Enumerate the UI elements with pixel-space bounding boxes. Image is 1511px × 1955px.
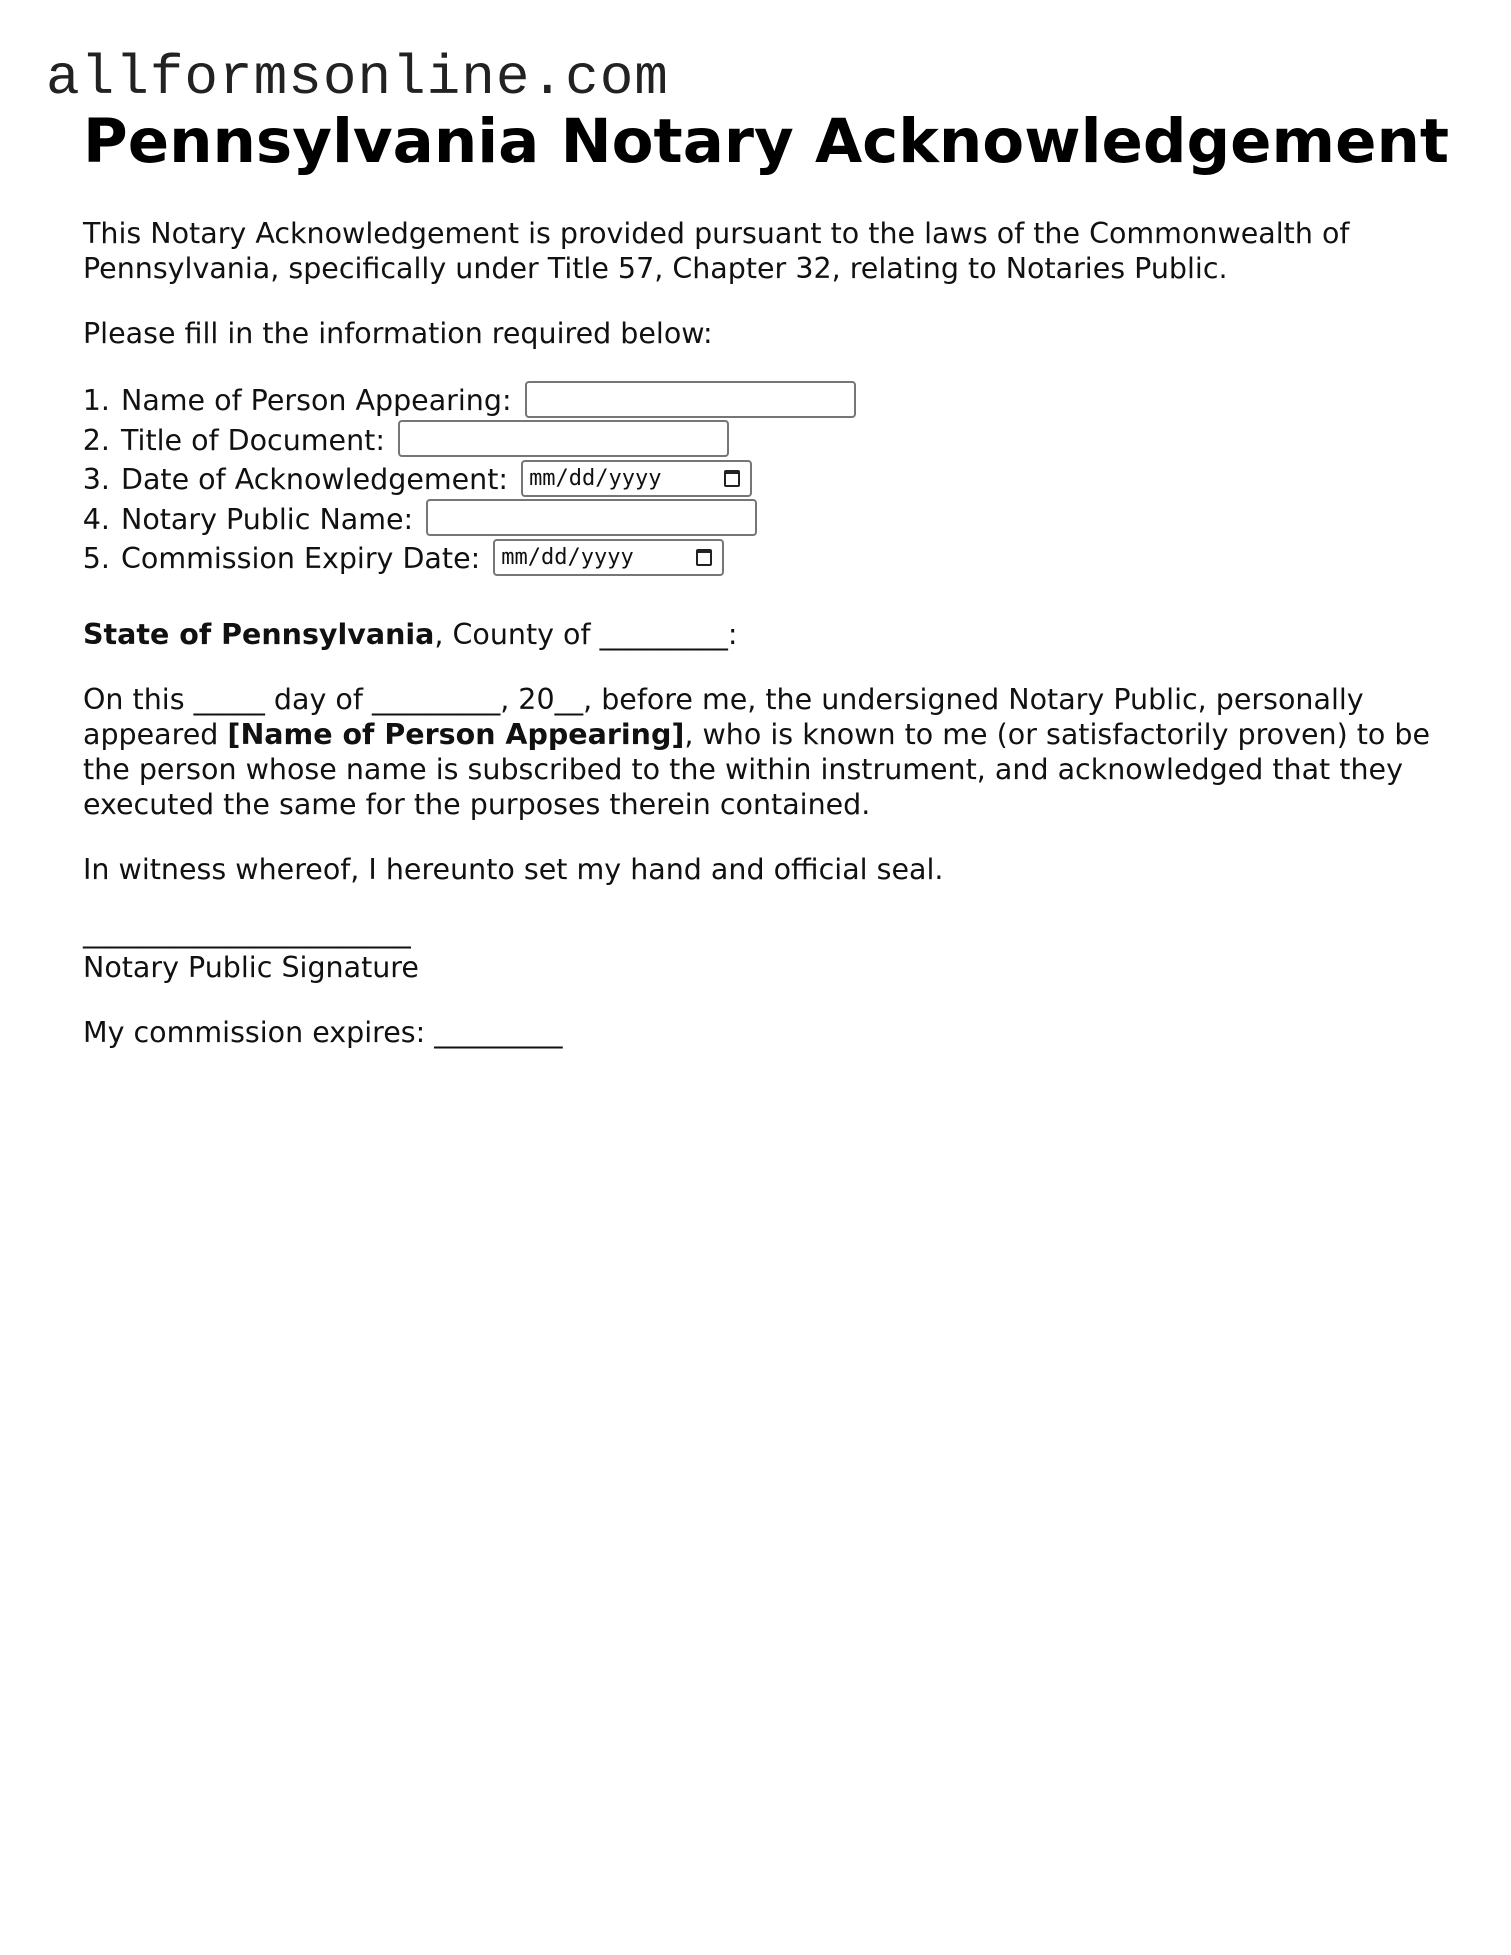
calendar-icon[interactable] <box>724 470 740 487</box>
witness-statement: In witness whereof, I hereunto set my hand and official seal. <box>83 852 944 886</box>
date-placeholder: mm/dd/yyyy <box>529 465 662 491</box>
person-name-placeholder: [Name of Person Appearing] <box>227 717 685 751</box>
person-name-input[interactable] <box>525 381 856 418</box>
signature-label: Notary Public Signature <box>83 950 419 984</box>
commission-expiry-label: Commission Expiry Date: <box>121 542 481 575</box>
signature-line: _______________________ <box>83 915 411 949</box>
document-title-input[interactable] <box>398 420 729 457</box>
site-watermark: allformsonline.com <box>46 46 669 110</box>
acknowledgement-text-1: On this _____ day of _________, 20__, before me, the undersigned Notary Public, personally appeared <box>83 682 1364 751</box>
calendar-icon[interactable] <box>696 549 712 566</box>
acknowledgement-date-input[interactable] <box>521 460 752 497</box>
field-item-document-title <box>119 421 1443 461</box>
date-placeholder: mm/dd/yyyy <box>501 544 634 570</box>
document <box>83 104 1450 1050</box>
field-item-commission-expiry <box>119 539 1443 579</box>
field-item-acknowledgement-date <box>119 460 1443 500</box>
notary-name-input[interactable] <box>426 499 757 536</box>
acknowledgement-text-2: , who is known to me (or satisfactorily proven) to be the person whose name is subscribed to the within instrument, and acknowledged that they executed the same for the purposes therein contained. <box>83 717 1431 821</box>
commission-expiry-input[interactable] <box>493 539 724 576</box>
venue-line <box>83 617 1443 652</box>
document-title-label: Title of Document: <box>121 423 385 457</box>
field-item-person-name <box>119 381 1443 421</box>
acknowledgement-date-label: Date of Acknowledgement: <box>121 463 508 496</box>
page-title: Pennsylvania Notary Acknowledgement <box>83 106 1450 177</box>
acknowledgement-paragraph <box>83 682 1443 822</box>
field-item-notary-name <box>119 500 1443 540</box>
person-name-label: Name of Person Appearing: <box>121 384 512 417</box>
venue-state: State of Pennsylvania <box>83 617 435 651</box>
field-list <box>83 381 1443 579</box>
venue-county: , County of _________: <box>434 617 738 651</box>
commission-expires-line: My commission expires: _________ <box>83 1015 563 1049</box>
instruction-text: Please fill in the information required below: <box>83 317 713 350</box>
intro-paragraph: This Notary Acknowledgement is provided pursuant to the laws of the Commonwealth of Pennsylvania, specifically under Title 57, Chapter 32, relating to Notaries Public. <box>83 217 1350 285</box>
notary-name-label: Notary Public Name: <box>121 502 414 536</box>
